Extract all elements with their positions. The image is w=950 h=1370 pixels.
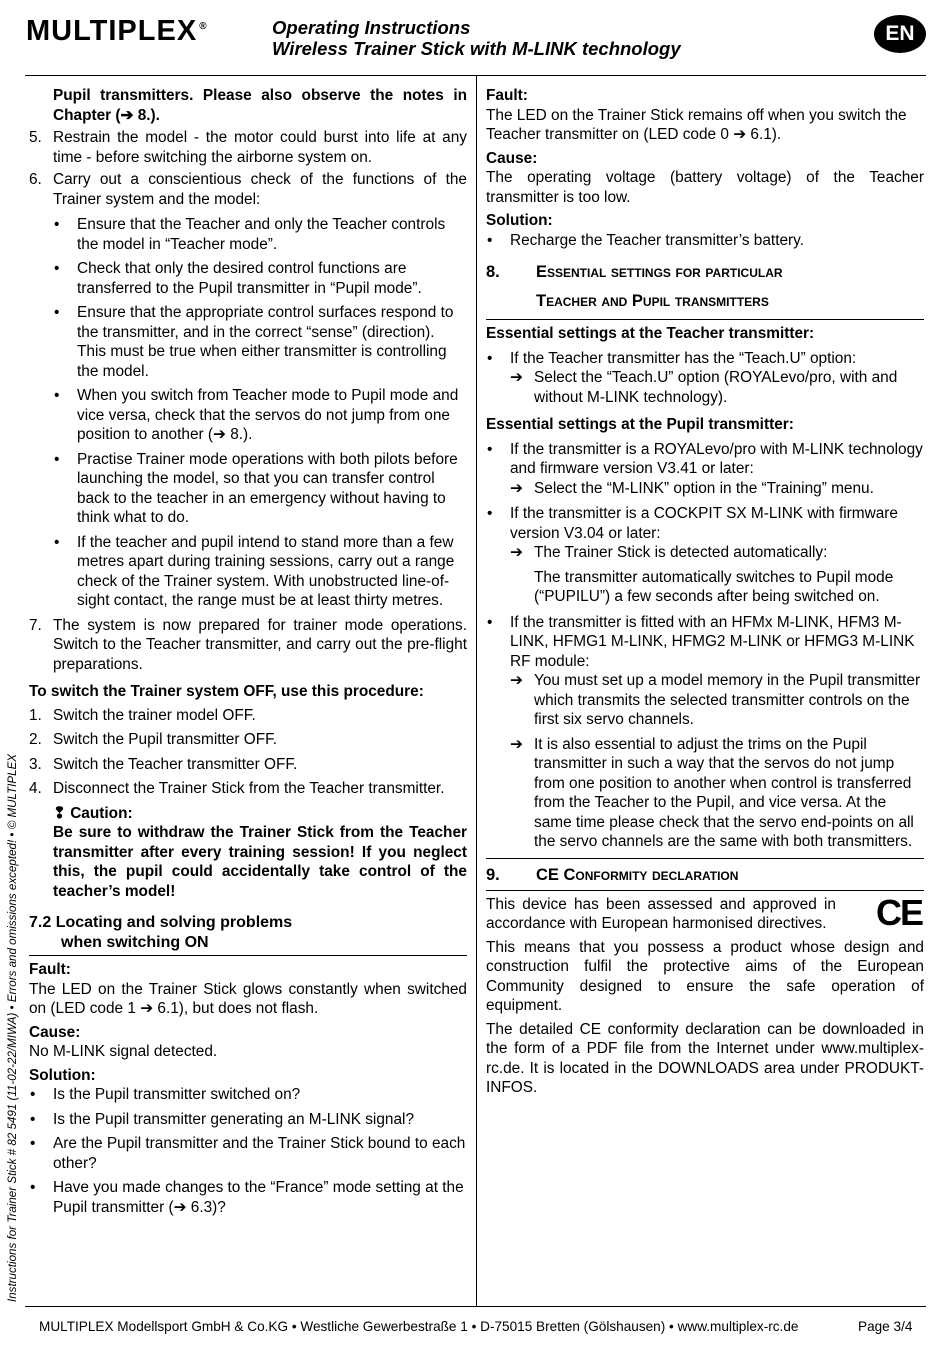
list-item: • If the transmitter is fitted with an HFMx M-LINK, HFM3 M-LINK, HFMG1 M-LINK, HFMG2 M-LINK or HFMG3 M-LINK RF module: xyxy=(486,613,924,672)
subsection-rule xyxy=(29,955,467,956)
check-bullets xyxy=(29,215,467,611)
section-rule xyxy=(486,858,924,859)
off-step: 4. Disconnect the Trainer Stick from the Teacher transmitter. xyxy=(29,780,445,797)
arrow-icon: ➔ xyxy=(510,369,523,386)
section-rule xyxy=(486,319,924,320)
list-item: • Check that only the desired control functions are transferred to the Pupil transmitter in “Pupil mode”. xyxy=(53,259,467,298)
off-step: 1. Switch the trainer model OFF. xyxy=(29,706,256,724)
section-rule xyxy=(486,890,924,891)
arrow-item: ➔ You must set up a model memory in the Pupil transmitter which transmits the selected transmitter controls on the first six servo channels. xyxy=(510,672,921,728)
arrow-icon: ➔ xyxy=(510,544,523,561)
list-item: • Ensure that the Teacher and only the Teacher controls the model in “Teacher mode”. xyxy=(53,215,467,254)
arrow-icon: ➔ xyxy=(510,735,523,753)
off-step: 2. Switch the Pupil transmitter OFF. xyxy=(29,731,278,748)
solution-label: Solution: xyxy=(29,1066,96,1084)
list-item: • Practise Trainer mode operations with both pilots before launching the model, so that you can transfer control back to the teacher in an emergency without having to think what to do. xyxy=(53,450,467,528)
fault-text: The LED on the Trainer Stick remains off when you switch the Teacher transmitter on (LED code 0 ➔ 6.1). xyxy=(486,106,907,143)
fault-text: The LED on the Trainer Stick glows constantly when switched on (LED code 1 ➔ 6.1), but does not flash. xyxy=(29,980,467,1017)
fault-label: Fault: xyxy=(486,87,528,104)
title-line-1: Operating Instructions xyxy=(272,17,471,38)
list-item-6: 6. Carry out a conscientious check of the functions of the Trainer system and the model: xyxy=(29,171,467,208)
list-item-5: 5. Restrain the model - the motor could burst into life at any time - before switching the airborne system on. xyxy=(29,129,467,166)
list-item: • When you switch from Teacher mode to Pupil mode and vice versa, check that the servos do not jump from one position to another (➔ 8.). xyxy=(53,386,467,445)
cause-label: Cause: xyxy=(486,149,538,167)
switch-off-heading: To switch the Trainer system OFF, use this procedure: xyxy=(29,683,424,700)
ce-paragraph: This means that you possess a product whose design and construction fulfil the protective aims of the European Community designed to ensure the safe operation of equipment. xyxy=(486,938,924,1014)
teacher-settings-heading: Essential settings at the Teacher transmitter: xyxy=(486,325,815,342)
caution-icon: ❢ xyxy=(53,804,66,822)
column-divider xyxy=(476,76,477,1306)
solution-item: • Is the Pupil transmitter switched on? xyxy=(29,1085,467,1105)
title-line-2: Wireless Trainer Stick with M-LINK technology xyxy=(272,38,681,59)
list-item: • If the transmitter is a COCKPIT SX M-LINK with firmware version V3.04 or later: xyxy=(486,504,924,543)
cause-text: The operating voltage (battery voltage) of the Teacher transmitter is too low. xyxy=(486,169,924,206)
arrow-item: ➔ Select the “Teach.U” option (ROYALevo/pro, with and without M-LINK technology). xyxy=(510,369,898,406)
ce-paragraph: The detailed CE conformity declaration can be downloaded in the form of a PDF file from the Internet under www.multiplex-rc.de. It is located in the DOWNLOADS area under PRODUKT-INFOS. xyxy=(486,1020,924,1096)
language-badge: EN xyxy=(874,15,926,53)
cause-label: Cause: xyxy=(29,1023,81,1041)
solution-item: • Have you made changes to the “France” mode setting at the Pupil transmitter (➔ 6.3)? xyxy=(29,1178,467,1217)
solution-item: • Recharge the Teacher transmitter’s battery. xyxy=(486,231,924,251)
page-number: Page 3/4 xyxy=(858,1319,913,1334)
footer-address: MULTIPLEX Modellsport GmbH & Co.KG • Westliche Gewerbestraße 1 • D-75015 Bretten (Gölshausen) • www.multiplex-rc.de xyxy=(39,1319,799,1334)
arrow-item: ➔ Select the “M-LINK” option in the “Training” menu. xyxy=(510,479,874,497)
arrow-icon: ➔ xyxy=(510,672,523,689)
footer-divider xyxy=(25,1306,926,1307)
caution-title: ❢ Caution: xyxy=(53,804,133,822)
list-item-7: 7. The system is now prepared for trainer mode operations. Switch to the Teacher transmitter, and carry out the pre-flight preparations. xyxy=(29,616,467,673)
fault-label: Fault: xyxy=(29,961,71,978)
off-step: 3. Switch the Teacher transmitter OFF. xyxy=(29,755,298,773)
ce-mark-icon: CE xyxy=(875,891,922,933)
pupil-settings-heading: Essential settings at the Pupil transmitter: xyxy=(486,416,794,433)
arrow-item: ➔ It is also essential to adjust the trims on the Pupil transmitter in such a way that the servos do not jump from one position to another when control is transferred from the Teacher to the Pupil, and vice versa. At the same time please check that the servo end-points on all the servo channels are the same with both transmitters. xyxy=(510,735,914,850)
ce-block xyxy=(486,891,924,934)
right-column xyxy=(486,86,924,1098)
solution-item: • Is the Pupil transmitter generating an M-LINK signal? xyxy=(29,1110,467,1130)
continued-item: Pupil transmitters. Please also observe the notes in Chapter (➔ 8.). xyxy=(53,87,467,124)
section-8-heading: 8. Essential settings for particular Teacher and Pupil transmitters xyxy=(486,263,783,310)
sidebar-reference: Instructions for Trainer Stick # 82 5491 (11-02-22/MIWA) • Errors and omissions excepted! • © MULTIPLEX xyxy=(6,753,19,1302)
arrow-icon: ➔ xyxy=(510,479,523,497)
cause-text: No M-LINK signal detected. xyxy=(29,1043,218,1060)
caution-text: Be sure to withdraw the Trainer Stick from the Teacher transmitter after every training session! If you neglect this, the pupil could accidentally take control of the teacher’s model! xyxy=(53,824,467,900)
solution-item: • Are the Pupil transmitter and the Trainer Stick bound to each other? xyxy=(29,1134,467,1173)
note-text: The transmitter automatically switches to Pupil mode (“PUPILU”) a few seconds after being switched on. xyxy=(534,568,894,605)
section-9-heading: 9. CE Conformity declaration xyxy=(486,865,739,884)
ce-paragraph: This device has been assessed and approved in accordance with European harmonised directives. xyxy=(486,895,836,932)
solution-label: Solution: xyxy=(486,212,553,229)
subsection-7-2: 7.2 Locating and solving problems when switching ON xyxy=(29,914,293,951)
list-item: • If the teacher and pupil intend to stand more than a few metres apart during training sessions, carry out a range check of the Trainer system. With unobstructed line-of-sight contact, the range must be at least thirty metres. xyxy=(53,533,467,611)
list-item: • Ensure that the appropriate control surfaces respond to the transmitter, and in the correct “sense” (direction). This must be true when either transmitter is controlling the model. xyxy=(53,303,467,381)
page-header xyxy=(0,0,950,76)
multiplex-logo: MULTIPLEX ® xyxy=(26,15,208,47)
caution-block xyxy=(29,804,467,902)
list-item: • If the Teacher transmitter has the “Teach.U” option: xyxy=(486,349,924,369)
left-column xyxy=(29,86,467,1222)
document-title xyxy=(272,17,681,59)
list-item: • If the transmitter is a ROYALevo/pro with M-LINK technology and firmware version V3.41 or later: xyxy=(486,440,924,479)
arrow-item: ➔ The Trainer Stick is detected automatically: xyxy=(510,544,828,561)
